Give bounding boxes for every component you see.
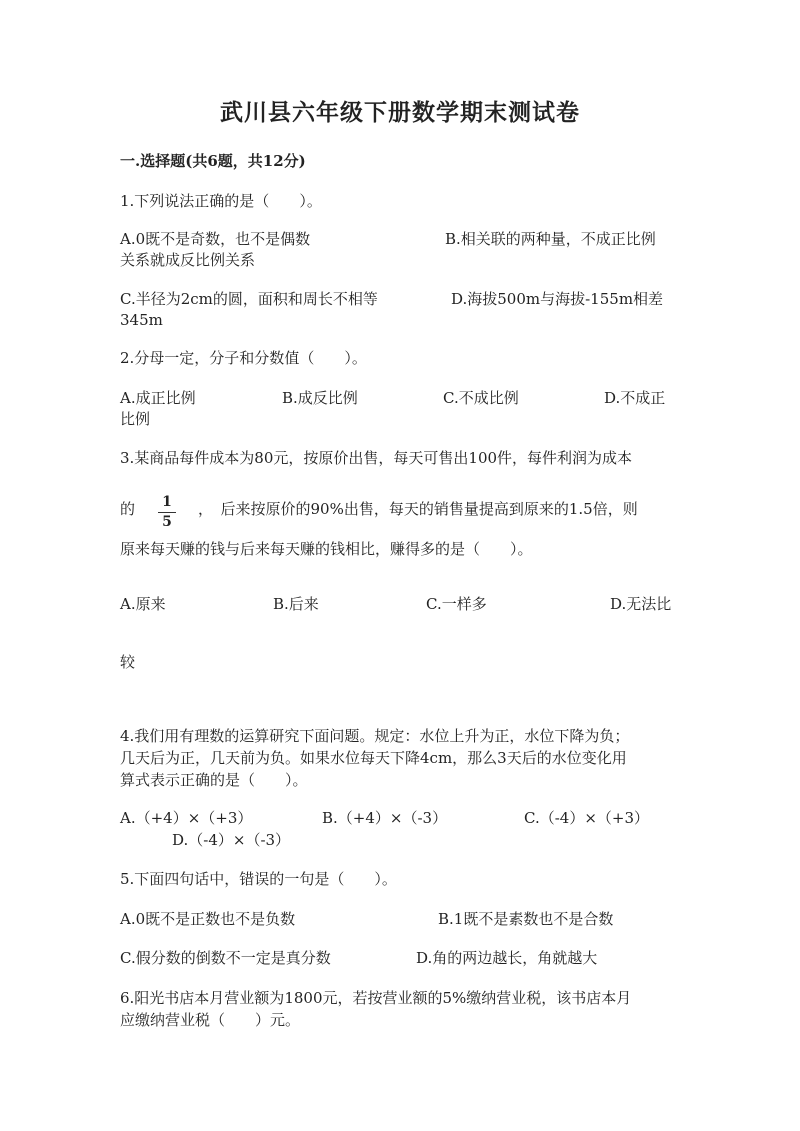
section-heading: 一.选择题(共6题，共12分)	[120, 152, 306, 170]
question-5-option-a: A.0既不是正数也不是负数	[120, 910, 296, 928]
question-4-line-2: 几天后为正，几天前为负。如果水位每天下降4cm，那么3天后的水位变化用	[120, 749, 627, 767]
question-2-option-d-cont: 比例	[120, 410, 151, 428]
question-1-option-b: B.相关联的两种量，不成正比例	[445, 230, 656, 248]
question-3-line-1: 3.某商品每件成本为80元，按原价出售，每天可售出100件，每件利润为成本	[120, 449, 633, 467]
question-3-line-2-prefix: 的	[120, 500, 136, 518]
question-5-stem: 5.下面四句话中，错误的一句是（ ）。	[120, 870, 397, 888]
question-2-option-a: A.成正比例	[120, 389, 196, 407]
question-3-option-c: C.一样多	[426, 595, 487, 613]
question-1-option-b-cont: 关系就成反比例关系	[120, 251, 256, 269]
question-5-option-d: D.角的两边越长，角就越大	[416, 949, 598, 967]
question-4-option-b: B.（+4）×（-3）	[322, 809, 448, 827]
fraction-numerator: 1	[162, 494, 172, 510]
page-title: 武川县六年级下册数学期末测试卷	[220, 99, 580, 126]
question-2-stem: 2.分母一定，分子和分数值（ ）。	[120, 349, 367, 367]
question-4-option-d: D.（-4）×（-3）	[172, 831, 291, 849]
question-3-option-d-cont: 较	[120, 653, 136, 671]
fraction-one-fifth	[158, 494, 176, 531]
question-4-line-3: 算式表示正确的是（ ）。	[120, 771, 308, 789]
question-1-option-d-cont: 345m	[120, 311, 163, 329]
question-3-option-b: B.后来	[273, 595, 319, 613]
question-1-option-a: A.0既不是奇数，也不是偶数	[120, 230, 311, 248]
question-5-option-b: B.1既不是素数也不是合数	[438, 910, 614, 928]
fraction-denominator: 5	[162, 514, 172, 530]
question-3-line-2-suffix: ， 后来按原价的90%出售，每天的销售量提高到原来的1.5倍，则	[198, 500, 638, 518]
question-4-line-1: 4.我们用有理数的运算研究下面问题。规定：水位上升为正，水位下降为负；	[120, 727, 630, 745]
question-3-option-d: D.无法比	[610, 595, 672, 613]
question-1-stem: 1.下列说法正确的是（ ）。	[120, 192, 322, 210]
question-2-option-d: D.不成正	[604, 389, 666, 407]
question-1-option-d: D.海拔500m与海拔-155m相差	[451, 290, 664, 308]
question-6-line-2: 应缴纳营业税（ ）元。	[120, 1011, 301, 1029]
question-5-option-c: C.假分数的倒数不一定是真分数	[120, 949, 331, 967]
question-3-option-a: A.原来	[120, 595, 166, 613]
question-2-option-b: B.成反比例	[282, 389, 358, 407]
question-4-option-a: A.（+4）×（+3）	[120, 809, 253, 827]
question-4-option-c: C.（-4）×（+3）	[524, 809, 650, 827]
question-2-option-c: C.不成比例	[443, 389, 519, 407]
question-3-line-3: 原来每天赚的钱与后来每天赚的钱相比，赚得多的是（ ）。	[120, 540, 533, 558]
question-1-option-c: C.半径为2cm的圆，面积和周长不相等	[120, 290, 378, 308]
question-6-line-1: 6.阳光书店本月营业额为1800元，若按营业额的5%缴纳营业税，该书店本月	[120, 989, 632, 1007]
fraction-bar	[158, 512, 176, 513]
